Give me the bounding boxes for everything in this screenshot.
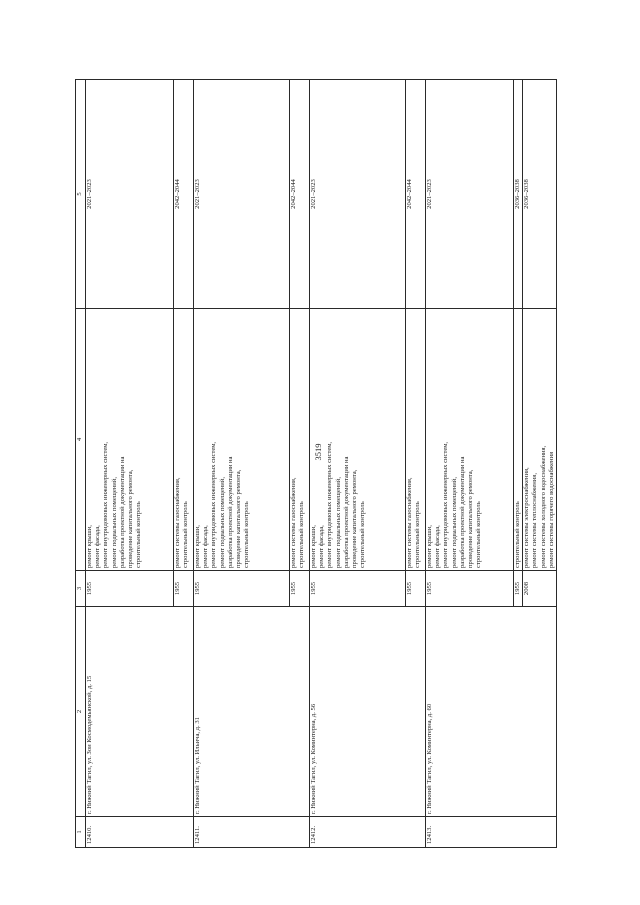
work-item: ремонт крыши, bbox=[310, 525, 317, 568]
row-period: 2042–2044 bbox=[406, 80, 426, 309]
row-works bbox=[194, 309, 290, 571]
work-item: проведение капитального ремонта, bbox=[467, 469, 475, 568]
work-item: ремонт крыши, bbox=[194, 525, 201, 568]
work-item: ремонт системы холодного водоснабжения, bbox=[539, 445, 547, 568]
work-item: ремонт внутридомовых инженерных систем, bbox=[442, 441, 450, 568]
work-item: проведение капитального ремонта, bbox=[127, 469, 135, 568]
row-year: 2008 bbox=[523, 571, 557, 607]
row-works bbox=[174, 309, 194, 571]
row-number: 12413. bbox=[426, 817, 557, 848]
work-item: ремонт фасада, bbox=[318, 525, 326, 568]
row-address: г. Нижний Тагил, ул. Коминтерна, д. 56 bbox=[310, 607, 426, 817]
column-number-row bbox=[76, 80, 86, 848]
row-year: 1955 bbox=[194, 571, 290, 607]
work-item: ремонт фасада, bbox=[202, 525, 210, 568]
row-period: 2036–2038 bbox=[514, 80, 523, 309]
row-period: 2036–2038 bbox=[523, 80, 557, 309]
work-item: строительный контроль bbox=[135, 501, 143, 568]
work-item: строительный контроль bbox=[414, 501, 422, 568]
work-item: ремонт фасада, bbox=[94, 525, 102, 568]
work-item: ремонт крыши, bbox=[426, 525, 433, 568]
row-number: 12412. bbox=[310, 817, 426, 848]
row-works bbox=[426, 309, 514, 571]
work-item: ремонт подвальных помещений, bbox=[218, 477, 226, 568]
row-period: 2042–2044 bbox=[290, 80, 310, 309]
work-item: строительный контроль bbox=[243, 501, 251, 568]
work-item: ремонт подвальных помещений, bbox=[334, 477, 342, 568]
row-period: 2021–2023 bbox=[194, 80, 290, 309]
row-year: 1955 bbox=[290, 571, 310, 607]
work-item: ремонт системы горячего водоснабжения bbox=[547, 451, 555, 568]
work-item: проведение капитального ремонта, bbox=[235, 469, 243, 568]
row-works bbox=[290, 309, 310, 571]
column-header-5: 5 bbox=[76, 80, 86, 309]
column-header-1: 1 bbox=[76, 817, 86, 848]
work-item: строительный контроль bbox=[182, 501, 190, 568]
work-item: ремонт системы газоснабжения, bbox=[174, 477, 181, 568]
row-year: 1955 bbox=[86, 571, 174, 607]
row-year: 1955 bbox=[174, 571, 194, 607]
work-item: ремонт крыши, bbox=[86, 525, 93, 568]
work-item: ремонт внутридомовых инженерных систем, bbox=[326, 441, 334, 568]
row-address: г. Нижний Тагил, ул. Ильича, д. 31 bbox=[194, 607, 310, 817]
row-works bbox=[406, 309, 426, 571]
work-item: ремонт фасада, bbox=[434, 525, 442, 568]
row-works bbox=[514, 309, 523, 571]
work-item: разработка проектной документации на bbox=[118, 456, 126, 568]
work-item: ремонт системы газоснабжения, bbox=[290, 477, 297, 568]
work-item: строительный контроль bbox=[514, 501, 521, 568]
row-period: 2021–2023 bbox=[426, 80, 514, 309]
column-header-3: 3 bbox=[76, 571, 86, 607]
row-year: 1955 bbox=[426, 571, 514, 607]
row-number: 12411. bbox=[194, 817, 310, 848]
work-item: ремонт системы теплоснабжения, bbox=[531, 473, 539, 568]
row-number: 12410. bbox=[86, 817, 194, 848]
work-item: разработка проектной документации на bbox=[226, 456, 234, 568]
work-item: ремонт подвальных помещений, bbox=[450, 477, 458, 568]
page-number: 3519 bbox=[313, 443, 323, 461]
row-address: г. Нижний Тагил, ул. Зои Космодемьянской, д. 15 bbox=[86, 607, 194, 817]
work-item: строительный контроль bbox=[475, 501, 483, 568]
row-period: 2021–2023 bbox=[86, 80, 174, 309]
row-works bbox=[86, 309, 174, 571]
row-works bbox=[523, 309, 557, 571]
row-address: г. Нижний Тагил, ул. Коминтерна, д. 60 bbox=[426, 607, 557, 817]
row-year: 1955 bbox=[514, 571, 523, 607]
table-row bbox=[86, 80, 174, 848]
work-item: проведение капитального ремонта, bbox=[351, 469, 359, 568]
work-item: строительный контроль bbox=[359, 501, 367, 568]
work-item: ремонт внутридомовых инженерных систем, bbox=[102, 441, 110, 568]
work-item: ремонт системы электроснабжения, bbox=[523, 467, 531, 568]
table-row bbox=[426, 80, 514, 848]
work-item: строительный контроль bbox=[298, 501, 306, 568]
column-header-2: 2 bbox=[76, 607, 86, 817]
row-period: 2021–2023 bbox=[310, 80, 406, 309]
column-header-4: 4 bbox=[76, 309, 86, 571]
work-item: ремонт внутридомовых инженерных систем, bbox=[210, 441, 218, 568]
row-year: 1955 bbox=[406, 571, 426, 607]
table-row bbox=[194, 80, 290, 848]
work-item: ремонт подвальных помещений, bbox=[110, 477, 118, 568]
rotated-table-wrapper bbox=[75, 80, 587, 848]
work-item: ремонт системы газоснабжения, bbox=[406, 477, 413, 568]
capital-repair-table bbox=[75, 79, 557, 848]
row-works bbox=[310, 309, 406, 571]
row-period: 2042–2044 bbox=[174, 80, 194, 309]
work-item: разработка проектной документации на bbox=[342, 456, 350, 568]
work-item: разработка проектной документации на bbox=[458, 456, 466, 568]
table-row bbox=[310, 80, 406, 848]
row-year: 1955 bbox=[310, 571, 406, 607]
